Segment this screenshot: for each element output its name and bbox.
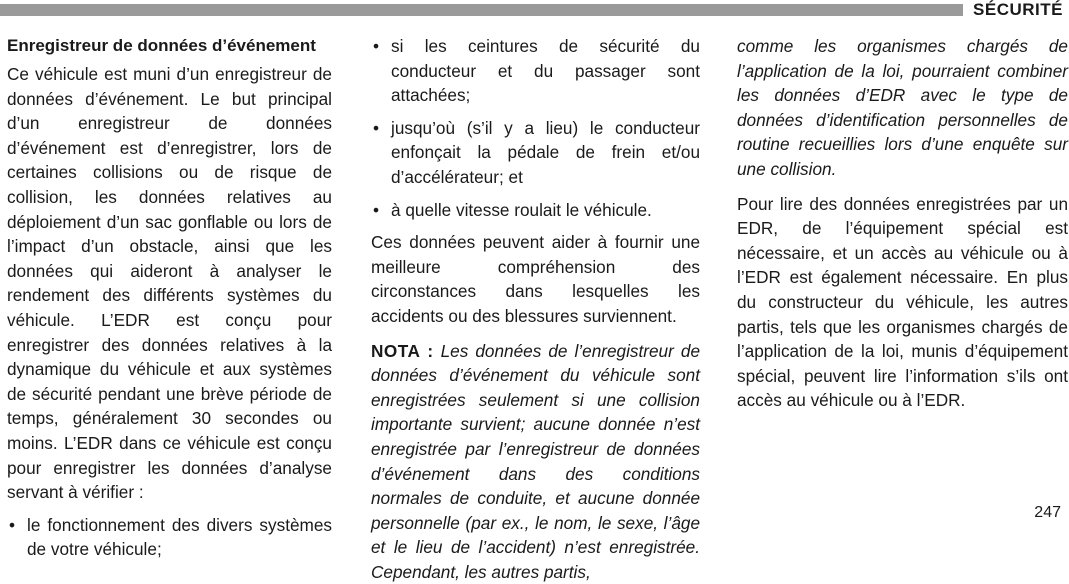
- section-heading: Enregistreur de données d’événement: [7, 36, 316, 55]
- header-bar: [0, 4, 1000, 16]
- page-number: 247: [1034, 504, 1061, 521]
- column-2: [371, 34, 700, 584]
- note-continued: comme les organismes chargés de l’application de la loi, pourraient combiner les données d’EDR avec le type de données d’identification personnelles de routine recueillies lors d’une enquête sur une collision.: [737, 36, 1068, 179]
- bullet-item: • jusqu’où (s’il y a lieu) le conducteur enfonçait la pédale de frein et/ou d’accélérateur; et: [371, 116, 700, 190]
- bullet-item: • si les ceintures de sécurité du conducteur et du passager sont attachées;: [371, 34, 700, 108]
- intro-paragraph: Ce véhicule est muni d’un enregistreur de données d’événement. Le but principal d’un enregistreur de données d’événement est d’enregistrer, lors de certaines collisions ou de risque de collision, les données relatives au déploiement d’un sac gonflable ou lors de l’impact d’un obstacle, ainsi que les données qui aideront à analyser le rendement des différents systèmes du véhicule. L’EDR est conçu pour enregistrer des données relatives à la dynamique du véhicule et aux systèmes de sécurité pendant une brève période de temps, généralement 30 secondes ou moins. L’EDR dans ce véhicule est conçu pour enregistrer les données d’analyse servant à vérifier :: [7, 64, 332, 503]
- section-title: SÉCURITÉ: [963, 0, 1069, 20]
- column-1: [7, 34, 332, 562]
- note-label: NOTA :: [371, 340, 434, 361]
- note-text: Les données de l’enregistreur de données d’événement du véhicule sont enregistrées seulement si une collision importante survient; aucune donnée n’est enregistrée par l’enregistreur de données d’événement dans des conditions normales de conduite, et aucune donnée personnelle (par ex., le nom, le sexe, l’âge et le lieu de l’accident) n’est enregistrée. Cependant, les autres partis,: [371, 340, 700, 582]
- body-paragraph: Ces données peuvent aider à fournir une meilleure compréhension des circonstances dans lesquelles les accidents ou des blessures surviennent.: [371, 232, 700, 326]
- column-3: [737, 34, 1068, 413]
- bullet-item: • à quelle vitesse roulait le véhicule.: [371, 198, 700, 223]
- note-paragraph: [371, 339, 700, 584]
- body-paragraph: Pour lire des données enregistrées par un EDR, de l’équipement spécial est nécessaire, et un accès au véhicule ou à l’EDR est également nécessaire. En plus du constructeur du véhicule, les autres partis, tels que les organismes chargés de l’application de la loi, munis d’équipement spécial, peuvent lire l’information s’ils ont accès au véhicule ou à l’EDR.: [737, 193, 1068, 411]
- bullet-item: • le fonctionnement des divers systèmes de votre véhicule;: [7, 513, 332, 562]
